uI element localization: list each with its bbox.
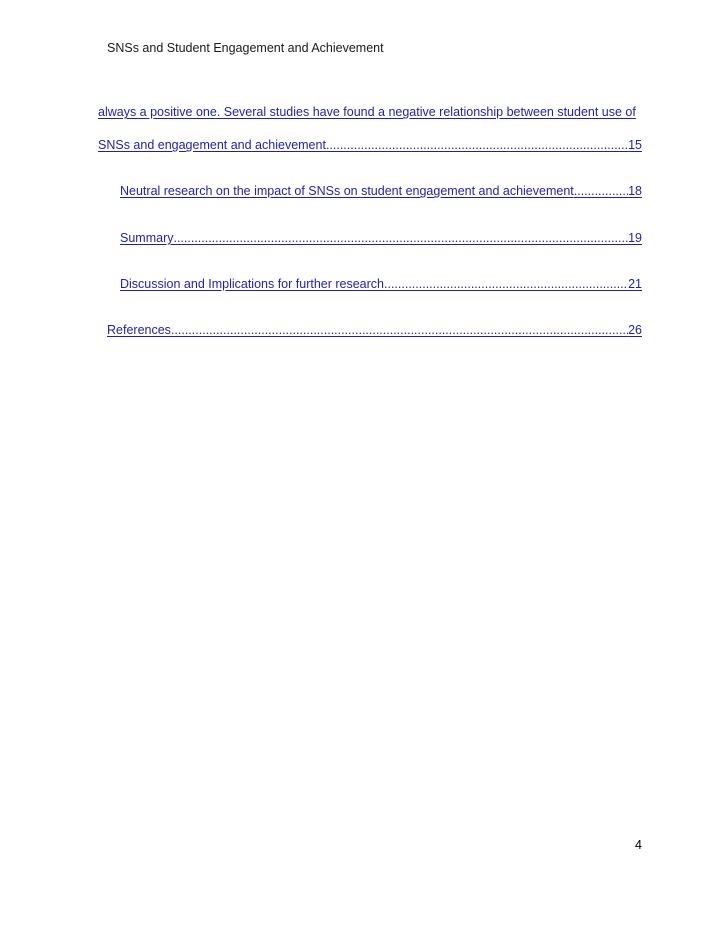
toc-leader-dots — [171, 322, 628, 338]
page-number: 4 — [635, 838, 642, 852]
toc-entry-title: Neutral research on the impact of SNSs on student engagement and achievement — [120, 184, 574, 198]
toc-entry-page: 18 — [628, 184, 642, 198]
toc-entry-discussion[interactable] — [120, 276, 642, 292]
toc-entry-snss-engagement[interactable] — [98, 137, 642, 153]
toc-entry-title: References — [107, 323, 171, 337]
toc-entry-page: 21 — [628, 277, 642, 291]
toc-leader-dots — [384, 276, 628, 292]
running-header: SNSs and Student Engagement and Achievement — [107, 41, 384, 55]
toc-entry-neutral-research[interactable] — [120, 183, 642, 199]
toc-entry-references[interactable] — [107, 322, 642, 338]
toc-entry-page: 15 — [628, 138, 642, 152]
toc-leader-dots — [173, 230, 628, 246]
toc-entry-page: 19 — [628, 231, 642, 245]
toc-leader-dots — [574, 183, 628, 199]
toc-entry-title: Summary — [120, 231, 174, 245]
toc-leader-dots — [326, 137, 628, 153]
toc-entry-page: 26 — [628, 323, 642, 337]
toc-entry-title: SNSs and engagement and achievement — [98, 138, 326, 152]
toc-entry-summary[interactable] — [120, 230, 642, 246]
toc-entry-continuation[interactable] — [98, 104, 636, 120]
toc-entry-title: Discussion and Implications for further research — [120, 277, 385, 291]
toc-entry-title: always a positive one. Several studies have found a negative relationship between student use of — [98, 105, 636, 119]
